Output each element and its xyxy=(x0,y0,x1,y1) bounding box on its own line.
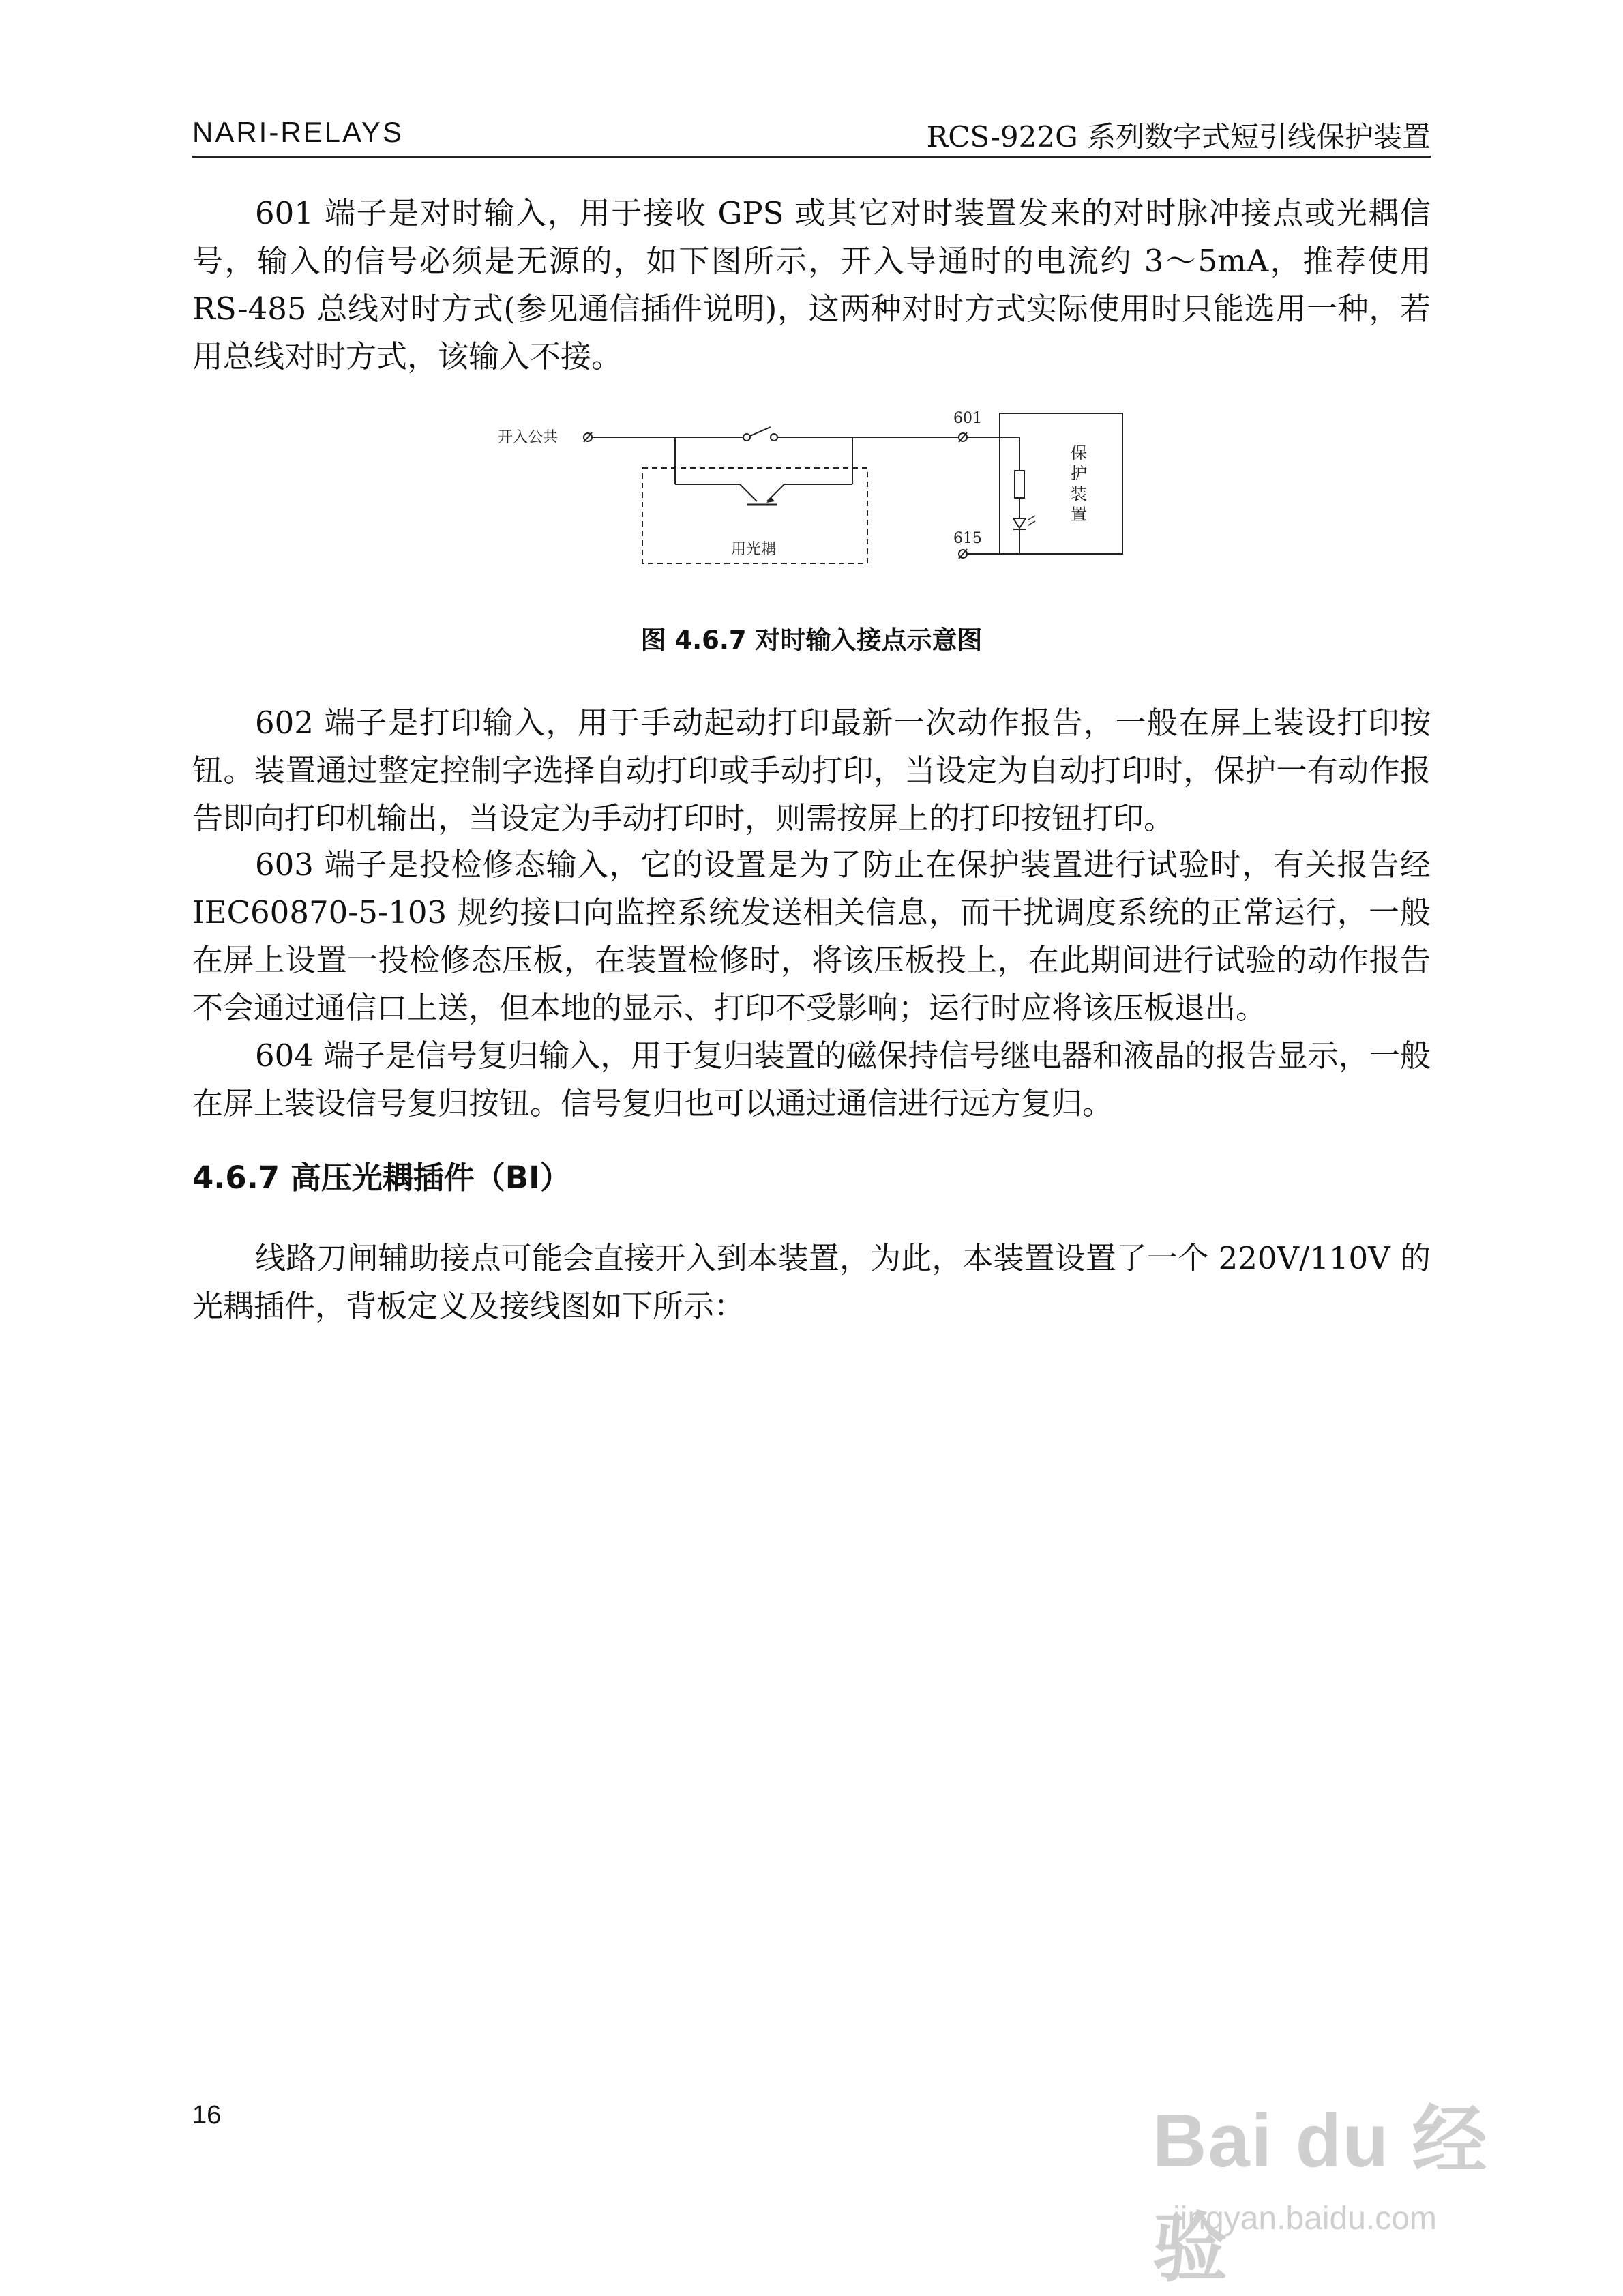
led-icon xyxy=(1013,518,1026,528)
switch-contact-right xyxy=(771,434,777,441)
paragraph-603-text: 603 端子是投检修态输入，它的设置是为了防止在保护装置进行试验时，有关报告经 IEC60870-5-103 规约接口向监控系统发送相关信息，而干扰调度系统的正常运行，一般在屏上设置一投检修态压板，在装置检修时，将该压板投上，在此期间进行试验的动作报告不会通过通信口上送，但本地的显示、打印不受影响；运行时应将该压板退出。 xyxy=(192,847,1431,1026)
section-heading: 4.6.7 高压光耦插件（BI） xyxy=(192,1160,571,1196)
switch-blade xyxy=(750,427,771,436)
device-label-char-2: 护 xyxy=(1071,464,1087,483)
switch-contact-left xyxy=(743,434,750,441)
paragraph-bi xyxy=(192,1235,1431,1330)
protection-device-box xyxy=(1000,413,1122,554)
paragraph-601-text: 601 端子是对时输入，用于接收 GPS 或其它对时装置发来的对时脉冲接点或光耦信号，输入的信号必须是无源的，如下图所示，开入导通时的电流约 3～5mA，推荐使用 RS-485 总线对时方式(参见通信插件说明)，这两种对时方式实际使用时只能选用一种，若用总线对时方式，该输入不接。 xyxy=(192,195,1431,374)
circuit-diagram xyxy=(471,402,1152,587)
paragraph-602 xyxy=(192,699,1431,842)
label-common-input: 开入公共 xyxy=(498,429,559,446)
transistor-emitter xyxy=(767,484,784,501)
header-right-title: RCS-922G 系列数字式短引线保护装置 xyxy=(926,120,1431,153)
paragraph-604 xyxy=(192,1032,1431,1128)
label-615: 615 xyxy=(953,530,982,547)
watermark-brand: Bai du 经验 xyxy=(1152,2099,1489,2291)
paragraph-603 xyxy=(192,841,1431,1032)
transistor-collector xyxy=(740,484,757,501)
resistor xyxy=(1015,471,1024,498)
paragraph-602-text: 602 端子是打印输入，用于手动起动打印最新一次动作报告，一般在屏上装设打印按钮。装置通过整定控制字选择自动打印或手动打印，当设定为自动打印时，保护一有动作报告即向打印机输出，当设定为手动打印时，则需按屏上的打印按钮打印。 xyxy=(192,705,1431,836)
baidu-watermark xyxy=(1152,2074,1534,2291)
paragraph-bi-text: 线路刀闸辅助接点可能会直接开入到本装置，为此，本装置设置了一个 220V/110V 的光耦插件，背板定义及接线图如下所示： xyxy=(192,1240,1431,1324)
device-label-char-1: 保 xyxy=(1071,443,1087,462)
paragraph-604-text: 604 端子是信号复归输入，用于复归装置的磁保持信号继电器和液晶的报告显示，一般在屏上装设信号复归按钮。信号复归也可以通过通信进行远方复归。 xyxy=(192,1037,1431,1121)
label-601: 601 xyxy=(953,410,982,427)
device-label-char-4: 置 xyxy=(1071,505,1087,524)
page-number: 16 xyxy=(192,2101,222,2130)
header-left-title: NARI-RELAYS xyxy=(192,116,404,148)
label-optocoupler: 用光耦 xyxy=(731,541,777,558)
header-divider xyxy=(192,156,1431,158)
device-label-char-3: 装 xyxy=(1071,484,1087,503)
paragraph-601 xyxy=(192,190,1431,381)
figure-caption: 图 4.6.7 对时输入接点示意图 xyxy=(640,625,983,655)
watermark-url: jingyan.baidu.com xyxy=(1173,2201,1437,2237)
